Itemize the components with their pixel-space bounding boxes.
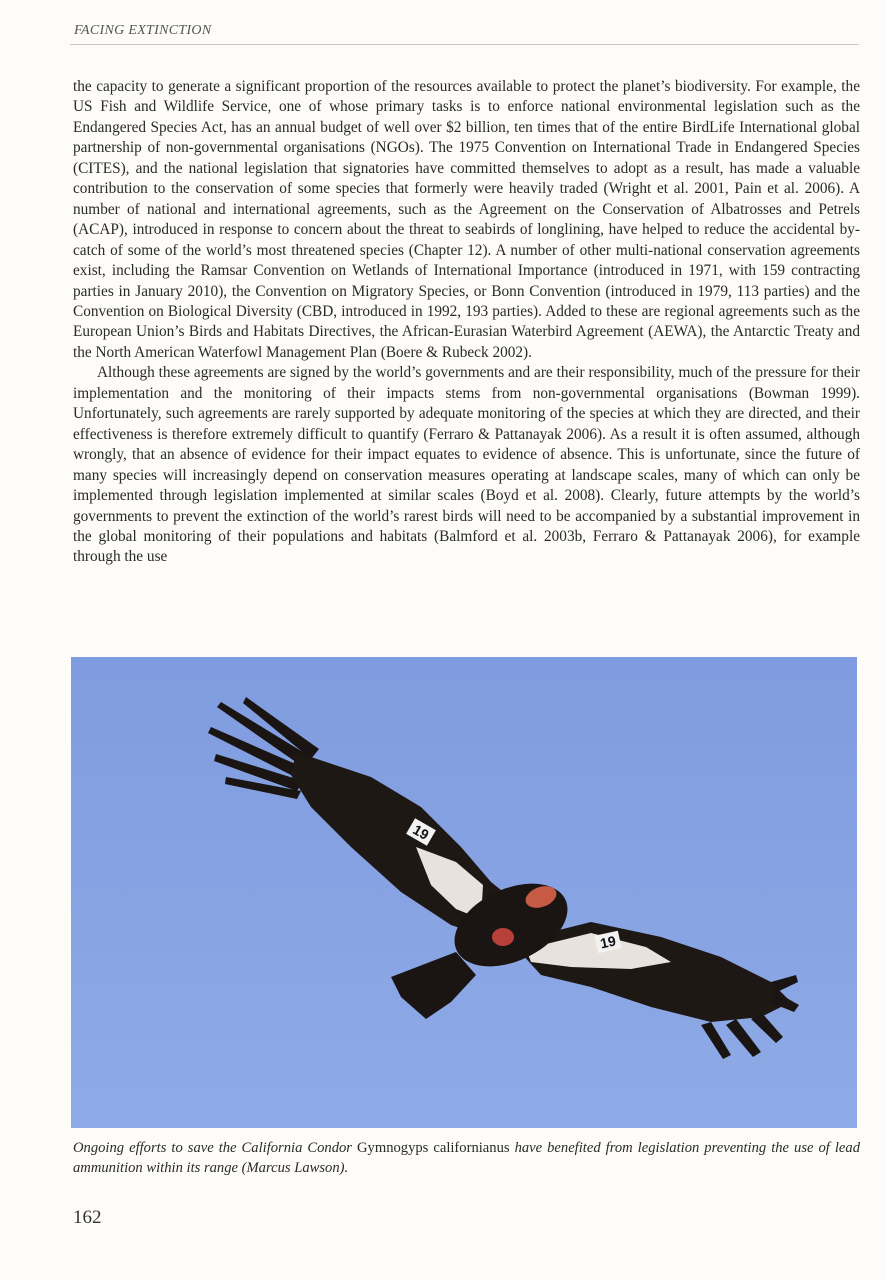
wing-tag-right-label: 19 (598, 932, 618, 952)
page-number: 162 (73, 1207, 102, 1228)
condor-crop (492, 928, 514, 946)
photo-caption (73, 1138, 860, 1178)
body-text (73, 77, 860, 568)
caption-species: Gymnogyps californianus (357, 1140, 510, 1156)
header-rule (70, 44, 859, 45)
condor-illustration (71, 657, 857, 1128)
paragraph-1: the capacity to generate a significant proportion of the resources available to protect the planet’s biodiversity. For example, the US Fish and Wildlife Service, one of whose primary tasks is to enforce national environmental legislation such as the Endangered Species Act, has an annual budget of well over $2 billion, ten times that of the entire BirdLife International global partnership of non-governmental organisations (NGOs). The 1975 Convention on International Trade in Endangered Species (CITES), and the national legislation that signatories have committed themselves to adopt as a result, has made a valuable contribution to the conservation of some species that formerly were heavily traded (Wright et al. 2001, Pain et al. 2006). A number of national and international agreements, such as the Agreement on the Conservation of Albatrosses and Petrels (ACAP), introduced in response to concern about the threat to seabirds of longlining, have helped to reduce the accidental by-catch of some of the world’s most threatened species (Chapter 12). A number of other multi-national conservation agreements exist, including the Ramsar Convention on Wetlands of International Importance (introduced in 1971, with 159 contracting parties in January 2010), the Convention on Migratory Species, or Bonn Convention (introduced in 1979, 113 parties) and the Convention on Biological Diversity (CBD, introduced in 1992, 193 parties). Added to these are regional agreements such as the European Union’s Birds and Habitats Directives, the African-Eurasian Waterbird Agreement (AEWA), the Antarctic Treaty and the North American Waterfowl Management Plan (Boere & Rubeck 2002). (73, 78, 860, 361)
condor-tail (391, 952, 476, 1019)
wing-tag-left-label: 19 (410, 821, 432, 843)
condor-photo (71, 657, 857, 1128)
caption-part-2: have benefited from legislation preventing the use of lead ammunition within its range (Marcus Lawson). (73, 1140, 860, 1176)
running-head: FACING EXTINCTION (74, 23, 212, 38)
caption-part-1: Ongoing efforts to save the California Condor (73, 1140, 357, 1156)
paragraph-2: Although these agreements are signed by the world’s governments and are their responsibility, much of the pressure for their implementation and the monitoring of their impacts stems from non-governmental organisations (Bowman 1999). Unfortunately, such agreements are rarely supported by adequate monitoring of the species at which they are directed, and their effectiveness is therefore extremely difficult to quantify (Ferraro & Pattanayak 2006). As a result it is often assumed, although wrongly, that an absence of evidence for their impact equates to evidence of absence. This is unfortunate, since the future of many species will increasingly depend on conservation measures operating at landscape scales, many of which can only be implemented through legislation implemented at similar scales (Boyd et al. 2008). Clearly, future attempts by the world’s governments to prevent the extinction of the world’s rarest birds will need to be accompanied by a substantial improvement in the global monitoring of their populations and habitats (Balmford et al. 2003b, Ferraro & Pattanayak 2006), for example through the use (73, 364, 860, 566)
